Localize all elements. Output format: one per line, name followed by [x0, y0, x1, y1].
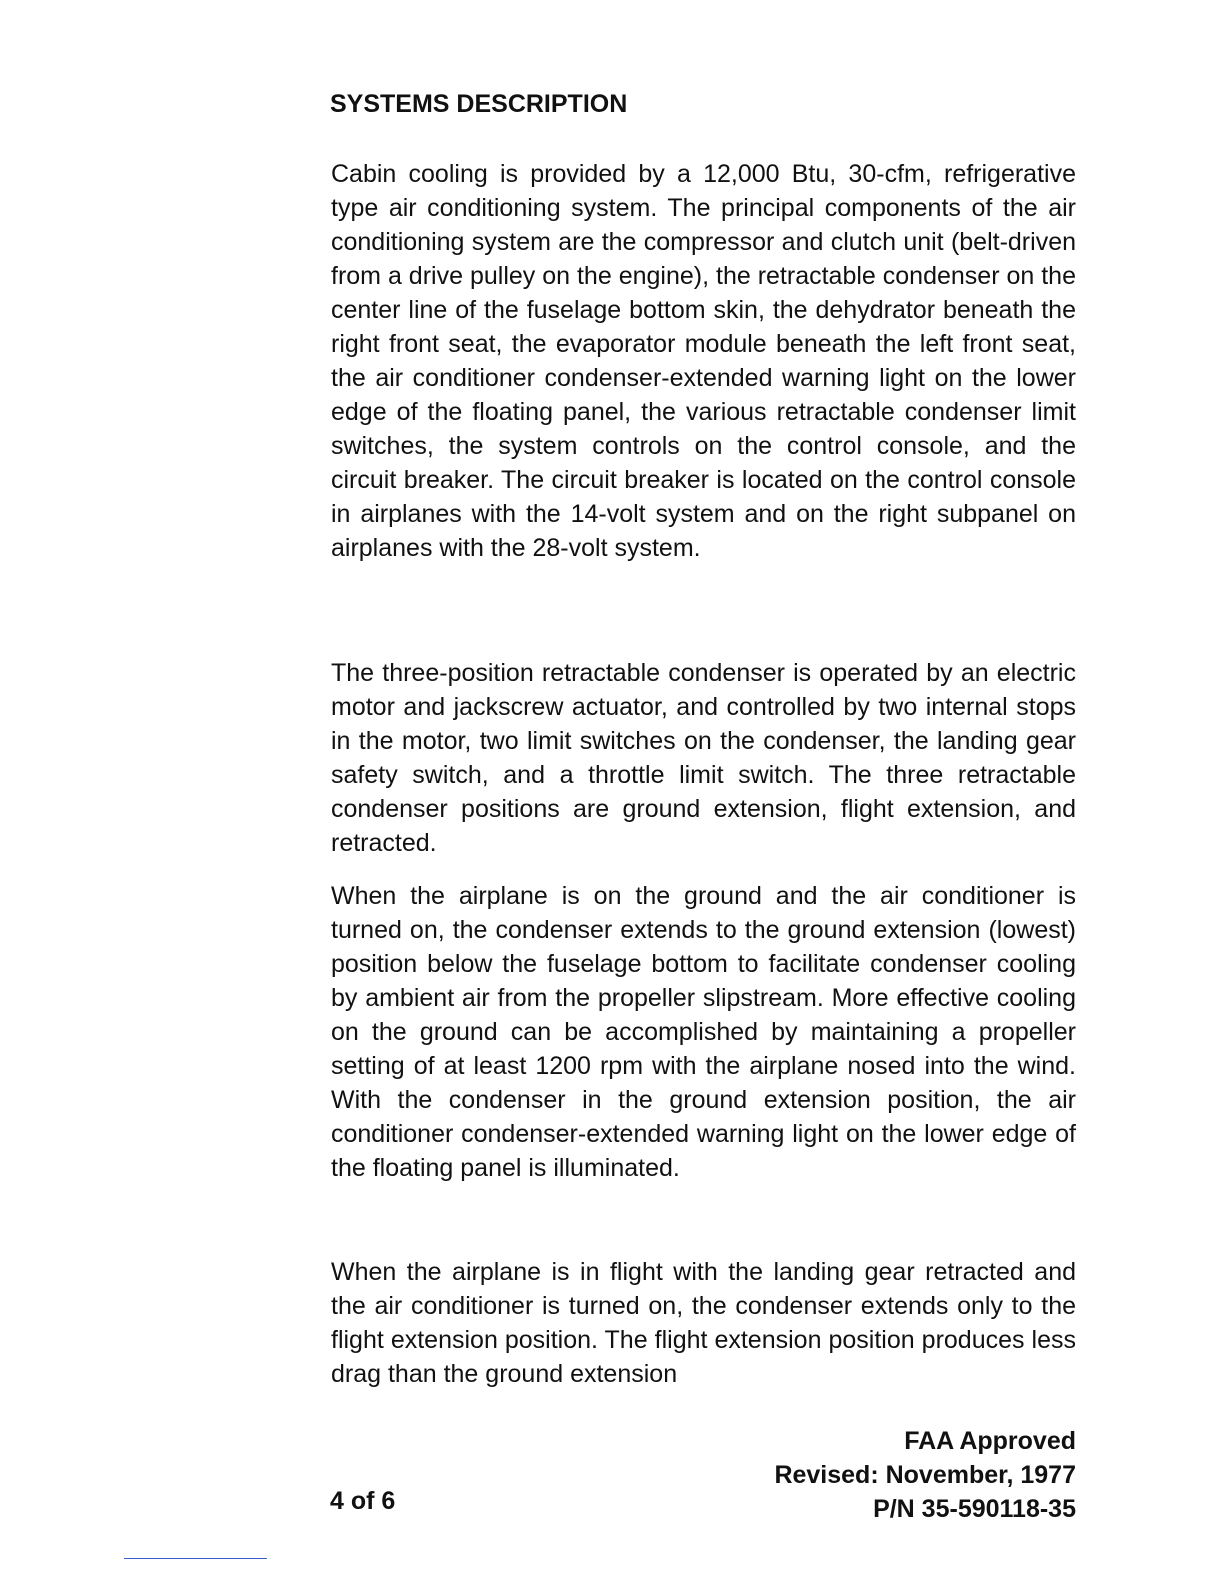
- footer-rule: [124, 1558, 267, 1559]
- footer-approval-block: [774, 1424, 1076, 1526]
- section-heading: SYSTEMS DESCRIPTION: [330, 90, 628, 118]
- part-number: P/N 35-590118-35: [873, 1495, 1076, 1523]
- paragraph-cabin-cooling: Cabin cooling is provided by a 12,000 Btu, 30-cfm, refrigerative type air conditioning system. The principal components of the air conditioning system are the compressor and clutch unit (belt-driven from a drive pulley on the engine), the retractable condenser on the center line of the fuselage bottom skin, the dehydrator beneath the right front seat, the evaporator module beneath the left front seat, the air conditioner condenser-extended warning light on the lower edge of the floating panel, the various retractable condenser limit switches, the system controls on the control console, and the circuit breaker. The circuit breaker is located on the control console in airplanes with the 14-volt system and on the right subpanel on airplanes with the 28-volt system.: [331, 160, 1076, 562]
- paragraph-retractable-condenser: The three-position retractable condenser is operated by an electric motor and jackscrew actuator, and controlled by two internal stops in the motor, two limit switches on the condenser, the landing gear safety switch, and a throttle limit switch. The three retractable condenser positions are ground extension, flight extension, and retracted.: [331, 659, 1076, 857]
- page-number: 4 of 6: [330, 1487, 396, 1515]
- revision-date: Revised: November, 1977: [774, 1461, 1076, 1489]
- paragraph-ground-operation: When the airplane is on the ground and the air conditioner is turned on, the condenser extends to the ground extension (lowest) position below the fuselage bottom to facilitate condenser cooling by ambient air from the propeller slipstream. More effective cooling on the ground can be accomplished by maintaining a propeller setting of at least 1200 rpm with the airplane nosed into the wind. With the condenser in the ground extension position, the air conditioner condenser-extended warning light on the lower edge of the floating panel is illuminated.: [331, 882, 1076, 1182]
- faa-approved-label: FAA Approved: [904, 1427, 1076, 1455]
- paragraph-flight-operation: When the airplane is in flight with the landing gear retracted and the air conditioner is turned on, the condenser extends only to the flight extension position. The flight extension position produces less drag than the ground extension: [331, 1258, 1076, 1388]
